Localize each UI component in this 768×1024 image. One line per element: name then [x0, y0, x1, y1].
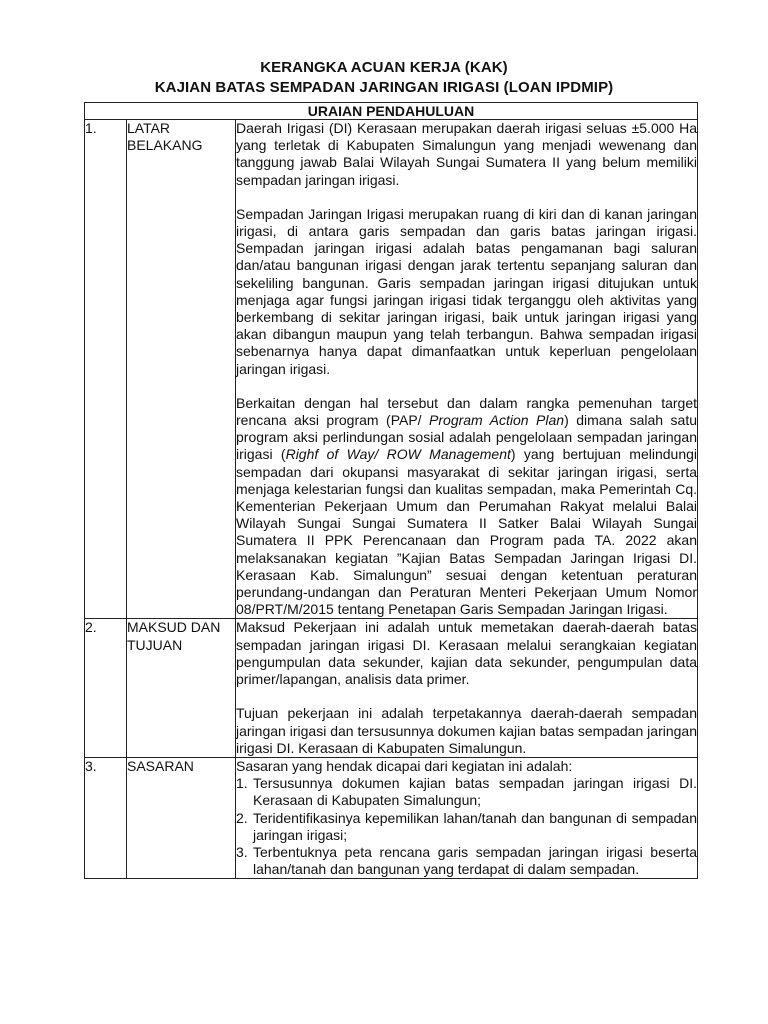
- row-number: 1.: [85, 120, 127, 619]
- list-item-number: 3.: [236, 843, 248, 860]
- row-label: MAKSUD DAN TUJUAN: [127, 619, 236, 757]
- list-item-number: 1.: [236, 775, 248, 792]
- row-content: [236, 757, 698, 878]
- list-item-number: 2.: [236, 809, 248, 826]
- row-label: SASARAN: [127, 757, 236, 878]
- row-number: 3.: [85, 757, 127, 878]
- row-content: [236, 619, 698, 757]
- paragraph: Sempadan Jaringan Irigasi merupakan ruang di kiri dan di kanan jaringan irigasi, di antara garis sempadan dan garis batas jaringan irigasi. Sempadan jaringan irigasi adalah batas pengamanan bagi saluran dan/atau bangunan irigasi dengan jarak tertentu sepanjang saluran dan sekeliling bangunan. Garis sempadan jaringan irigasi ditujukan untuk menjaga agar fungsi jaringan irigasi tidak terganggu oleh aktivitas yang berkembang di sekitar jaringan irigasi, baik untuk jaringan irigasi yang akan dibangun maupun yang telah terbangun. Bahwa sempadan irigasi sebenarnya hanya dapat dimanfaatkan untuk keperluan pengelolaan jaringan irigasi.: [236, 205, 697, 377]
- document-subtitle: KAJIAN BATAS SEMPADAN JARINGAN IRIGASI (LOAN IPDMIP): [154, 79, 614, 96]
- list-intro: Sasaran yang hendak dicapai dari kegiatan ini adalah:: [236, 757, 573, 774]
- table-row-maksud-dan-tujuan: [85, 619, 698, 757]
- paragraph: Daerah Irigasi (DI) Kerasaan merupakan daerah irigasi seluas ±5.000 Ha yang terletak di Kabupaten Simalungun yang menjadi wewenang dan tanggung jawab Balai Wilayah Sungai Sumatera II yang belum memiliki sempadan jaringan irigasi.: [236, 120, 697, 188]
- list-item: [236, 810, 697, 844]
- row-number: 2.: [85, 619, 127, 757]
- table-row-latar-belakang: [85, 120, 698, 619]
- row-content: [236, 120, 698, 619]
- paragraph-text: Berkaitan dengan hal tersebut dan dalam rangka pemenuhan target rencana aksi program (PAP/: [236, 394, 697, 429]
- list-item-text: Teridentifikasinya kepemilikan lahan/tanah dan bangunan di sempadan jaringan irigasi;: [253, 809, 697, 843]
- row-label: LATAR BELAKANG: [127, 120, 236, 619]
- italic-term: Program Action Plan: [429, 412, 565, 429]
- list-item: [236, 844, 697, 878]
- italic-term: Righf of Way/ ROW Management: [285, 446, 511, 463]
- document-title: KERANGKA ACUAN KERJA (KAK): [260, 59, 508, 76]
- section-title: URAIAN PENDAHULUAN: [85, 103, 698, 120]
- list-item-text: Terbentuknya peta rencana garis sempadan jaringan irigasi beserta lahan/tanah dan bangunan yang terdapat di dalam sempadan.: [253, 843, 697, 878]
- paragraph-text: ) dimana salah satu program aksi perlindungan sosial adalah pengelolaan sempadan jaringan irigasi (: [236, 412, 697, 463]
- target-list: [236, 775, 697, 878]
- kak-table: [84, 102, 698, 879]
- table-row-sasaran: [85, 757, 698, 878]
- table-header-row: [85, 103, 698, 120]
- paragraph-text: ) yang bertujuan melindungi sempadan dari okupansi masyarakat di sekitar jaringan irigasi, serta menjaga kelestarian fungsi dan kualitas sempadan, maka Pemerintah Cq. Kementerian Pekerjaan Umum dan Perumahan Rakyat melalui Balai Wilayah Sungai Sungai Sumatera II Satker Balai Wilayah Sungai Sumatera II PPK Perencanaan dan Program pada TA. 2022 akan melaksanakan kegiatan ”Kajian Batas Sempadan Jaringan Irigasi DI. Kerasaan Kab. Simalungun” sesuai dengan ketentuan peraturan perundang-undangan dan Peraturan Menteri Pekerjaan Umum Nomor 08/PRT/M/2015 tentang Penetapan Garis Sempadan Jaringan Irigasi.: [236, 446, 698, 618]
- list-item: [236, 775, 697, 809]
- paragraph: Tujuan pekerjaan ini adalah terpetakannya daerah-daerah sempadan jaringan irigasi dan tersusunnya dokumen kajian batas sempadan jaringan irigasi DI. Kerasaan di Kabupaten Simalungun.: [236, 705, 697, 756]
- paragraph: [236, 395, 697, 619]
- list-item-text: Tersusunnya dokumen kajian batas sempadan jaringan irigasi DI. Kerasaan di Kabupaten Simalungun;: [253, 775, 697, 809]
- paragraph: Maksud Pekerjaan ini adalah untuk memetakan daerah-daerah batas sempadan jaringan irigasi DI. Kerasaan melalui serangkaian kegiatan pengumpulan data sekunder, kajian data sekunder, pengumpulan data primer/lapangan, analisis data primer.: [236, 619, 697, 688]
